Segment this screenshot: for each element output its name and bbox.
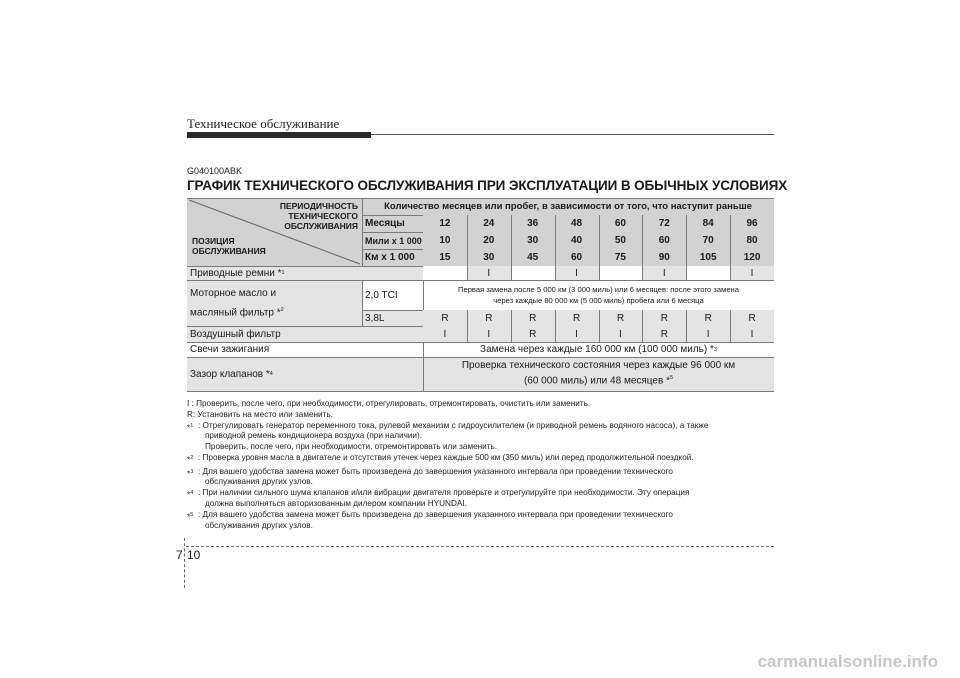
valve-clearance-text: Зазор клапанов *	[190, 368, 270, 380]
footnote-number: 3	[190, 468, 194, 475]
grid-line	[511, 215, 512, 266]
months-value: 12	[423, 215, 467, 232]
note-i: I : Проверить, после чего, при необходимости, отрегулировать, отремонтировать, очистить или заменить.	[187, 399, 591, 408]
air-filter-label: Воздушный фильтр	[187, 326, 423, 342]
note-line: обслуживания других узлов.	[205, 520, 313, 530]
note-1	[187, 421, 777, 453]
oil-3-8l-value: R	[467, 310, 511, 326]
km-value: 90	[642, 249, 686, 266]
km-label: Км x 1 000	[362, 249, 423, 266]
oil-3-8l-value: R	[423, 310, 467, 326]
grid-line	[730, 266, 731, 280]
drive-belts-value: I	[730, 266, 774, 280]
oil-note-line: через каждые 80 000 км (5 000 миль) пробега или 6 месяца	[493, 296, 704, 305]
km-value: 120	[730, 249, 774, 266]
oil-3-8l-value: R	[555, 310, 599, 326]
grid-line	[730, 310, 731, 342]
drive-belts-value	[599, 266, 643, 280]
note-line: : Для вашего удобства замена может быть произведена до завершения указанного интервала при проведении технического	[198, 466, 673, 476]
header-rule	[371, 134, 774, 135]
footnote-mark: *	[187, 455, 191, 465]
corner-position	[192, 236, 266, 256]
footnote-mark: *	[187, 490, 191, 500]
drive-belts-text: Приводные ремни *	[190, 267, 282, 279]
air-filter-value: I	[599, 326, 643, 342]
footnote-number: 5	[190, 511, 194, 518]
grid-line	[362, 198, 363, 266]
note-line: Проверить, после чего, при необходимости, отремонтировать или заменить.	[205, 442, 498, 452]
miles-value: 50	[599, 232, 643, 249]
footnote-mark: 2	[280, 306, 284, 313]
note-3	[187, 467, 777, 489]
note-line: : Отрегулировать генератор переменного тока, рулевой механизм с гидроусилителем (и приводной ремень водяного насоса), а также	[198, 420, 709, 430]
corner-top-line: ТЕХНИЧЕСКОГО	[288, 211, 358, 221]
footnote-mark: 1	[281, 270, 285, 276]
grid-line	[686, 310, 687, 342]
valve-interval-line: (60 000 миль) или 48 месяцев *	[523, 375, 670, 387]
footnotes	[187, 399, 777, 531]
spark-plugs-label: Свечи зажигания	[187, 342, 423, 357]
table-border	[187, 391, 774, 392]
valve-interval-line: Проверка технического состояния через каждые 96 000 км	[461, 360, 736, 372]
footer-divider	[184, 538, 185, 588]
footnote-number: 1	[190, 422, 194, 429]
spark-plugs-interval	[423, 342, 774, 357]
grid-line	[555, 215, 556, 266]
km-value: 30	[467, 249, 511, 266]
months-value: 96	[730, 215, 774, 232]
km-value: 60	[555, 249, 599, 266]
air-filter-value: I	[730, 326, 774, 342]
oil-label-line: масляный фильтр *	[190, 307, 281, 319]
footnote-mark: 5	[669, 375, 674, 382]
grid-line	[686, 215, 687, 266]
air-filter-value: I	[686, 326, 730, 342]
valve-clearance-interval	[423, 357, 774, 391]
grid-line	[555, 310, 556, 342]
section-title: ГРАФИК ТЕХНИЧЕСКОГО ОБСЛУЖИВАНИЯ ПРИ ЭКСПЛУАТАЦИИ В ОБЫЧНЫХ УСЛОВИЯХ	[187, 178, 788, 193]
grid-line	[362, 280, 363, 326]
grid-line	[467, 266, 468, 280]
months-value: 48	[555, 215, 599, 232]
oil-note-line: Первая замена после 5 000 км (3 000 миль) или 6 месяцев: после этого замена	[458, 285, 739, 294]
header-title: Техническое обслуживание	[187, 116, 340, 131]
grid-line	[467, 215, 468, 266]
miles-value: 60	[642, 232, 686, 249]
miles-value: 70	[686, 232, 730, 249]
maintenance-table	[187, 198, 774, 392]
footnote-number: 2	[190, 454, 194, 461]
oil-3-8l-value: R	[599, 310, 643, 326]
months-value: 72	[642, 215, 686, 232]
note-5	[187, 510, 777, 532]
air-filter-value: I	[555, 326, 599, 342]
spark-plugs-text: Замена через каждые 160 000 км (100 000 миль) *	[480, 344, 714, 355]
table-border	[187, 198, 774, 199]
miles-label: Мили x 1 000	[362, 232, 423, 249]
drive-belts-value	[511, 266, 555, 280]
valve-clearance-label	[187, 357, 423, 391]
header-bar	[187, 132, 371, 138]
grid-line	[599, 215, 600, 266]
engine-3-8l: 3,8L	[362, 310, 423, 326]
months-value: 36	[511, 215, 555, 232]
km-value: 75	[599, 249, 643, 266]
drive-belts-value: I	[467, 266, 511, 280]
km-value: 15	[423, 249, 467, 266]
note-2	[187, 453, 777, 467]
grid-line	[511, 266, 512, 280]
footnote-mark: *	[187, 512, 191, 522]
miles-value: 40	[555, 232, 599, 249]
miles-value: 80	[730, 232, 774, 249]
km-value: 45	[511, 249, 555, 266]
corner-bottom-line: ОБСЛУЖИВАНИЯ	[192, 246, 266, 256]
footnote-mark: *	[187, 469, 191, 479]
note-line: : Для вашего удобства замена может быть произведена до завершения указанного интервала при проведении технического	[198, 509, 673, 519]
footnote-mark: 3	[713, 346, 717, 353]
note-line: обслуживания других узлов.	[205, 477, 313, 487]
grid-line	[599, 266, 600, 280]
note-r: R: Установить на место или заменить.	[187, 409, 333, 419]
grid-line	[187, 342, 774, 343]
oil-label-line: Моторное масло и	[190, 287, 277, 299]
note-line: приводной ремень кондиционера воздуха (при наличии).	[205, 431, 423, 441]
note-line: : Проверка уровня масла в двигателе и отсутствия утечек через каждые 500 км (350 миль) или перед продолжительной поездкой.	[198, 452, 694, 462]
km-value: 105	[686, 249, 730, 266]
grid-line	[730, 215, 731, 266]
drive-belts-value	[686, 266, 730, 280]
air-filter-value: I	[467, 326, 511, 342]
corner-bottom-line: ПОЗИЦИЯ	[192, 236, 235, 246]
grid-line	[511, 310, 512, 342]
note-line: должна выполняться авторизованным дилером компании HYUNDAI.	[205, 498, 467, 508]
air-filter-value: I	[423, 326, 467, 342]
oil-3-8l-value: R	[511, 310, 555, 326]
drive-belts-label	[187, 266, 423, 280]
oil-label	[187, 280, 362, 326]
oil-tci-note	[423, 280, 774, 310]
section-code: G040100ABK	[187, 166, 243, 176]
drive-belts-value: I	[555, 266, 599, 280]
corner-periodicity	[280, 201, 358, 231]
air-filter-value: R	[642, 326, 686, 342]
months-value: 60	[599, 215, 643, 232]
grid-line	[686, 266, 687, 280]
grid-line	[642, 266, 643, 280]
air-filter-value: R	[511, 326, 555, 342]
grid-line	[187, 280, 774, 281]
grid-line	[467, 310, 468, 342]
grid-line	[642, 310, 643, 342]
grid-line	[599, 310, 600, 342]
miles-value: 30	[511, 232, 555, 249]
oil-3-8l-value: R	[686, 310, 730, 326]
interval-header: Количество месяцев или пробег, в зависимости от того, что наступит раньше	[362, 198, 774, 215]
footnote-mark: *	[187, 423, 191, 433]
months-value: 24	[467, 215, 511, 232]
page-number: 10	[187, 548, 201, 562]
miles-value: 10	[423, 232, 467, 249]
watermark: carmanualsonline.info	[757, 652, 938, 671]
grid-line	[187, 357, 774, 358]
corner-top-line: ОБСЛУЖИВАНИЯ	[284, 221, 358, 231]
months-value: 84	[686, 215, 730, 232]
corner-top-line: ПЕРИОДИЧНОСТЬ	[279, 201, 358, 211]
note-4	[187, 488, 777, 510]
drive-belts-value: I	[642, 266, 686, 280]
chapter-number: 7	[176, 548, 183, 562]
footer-rule	[186, 546, 774, 547]
note-line: : При наличии сильного шума клапанов и/или вибрации двигателя проверьте и отрегулируйте при необходимости. Эту операция	[198, 488, 690, 498]
footnote-mark: 4	[269, 371, 273, 377]
grid-line	[555, 266, 556, 280]
drive-belts-value	[423, 266, 467, 280]
months-label: Месяцы	[362, 215, 423, 232]
footnote-number: 4	[190, 490, 194, 497]
engine-2-0-tci: 2,0 TCI	[362, 280, 423, 310]
miles-value: 20	[467, 232, 511, 249]
oil-3-8l-value: R	[642, 310, 686, 326]
oil-3-8l-value: R	[730, 310, 774, 326]
grid-line	[642, 215, 643, 266]
